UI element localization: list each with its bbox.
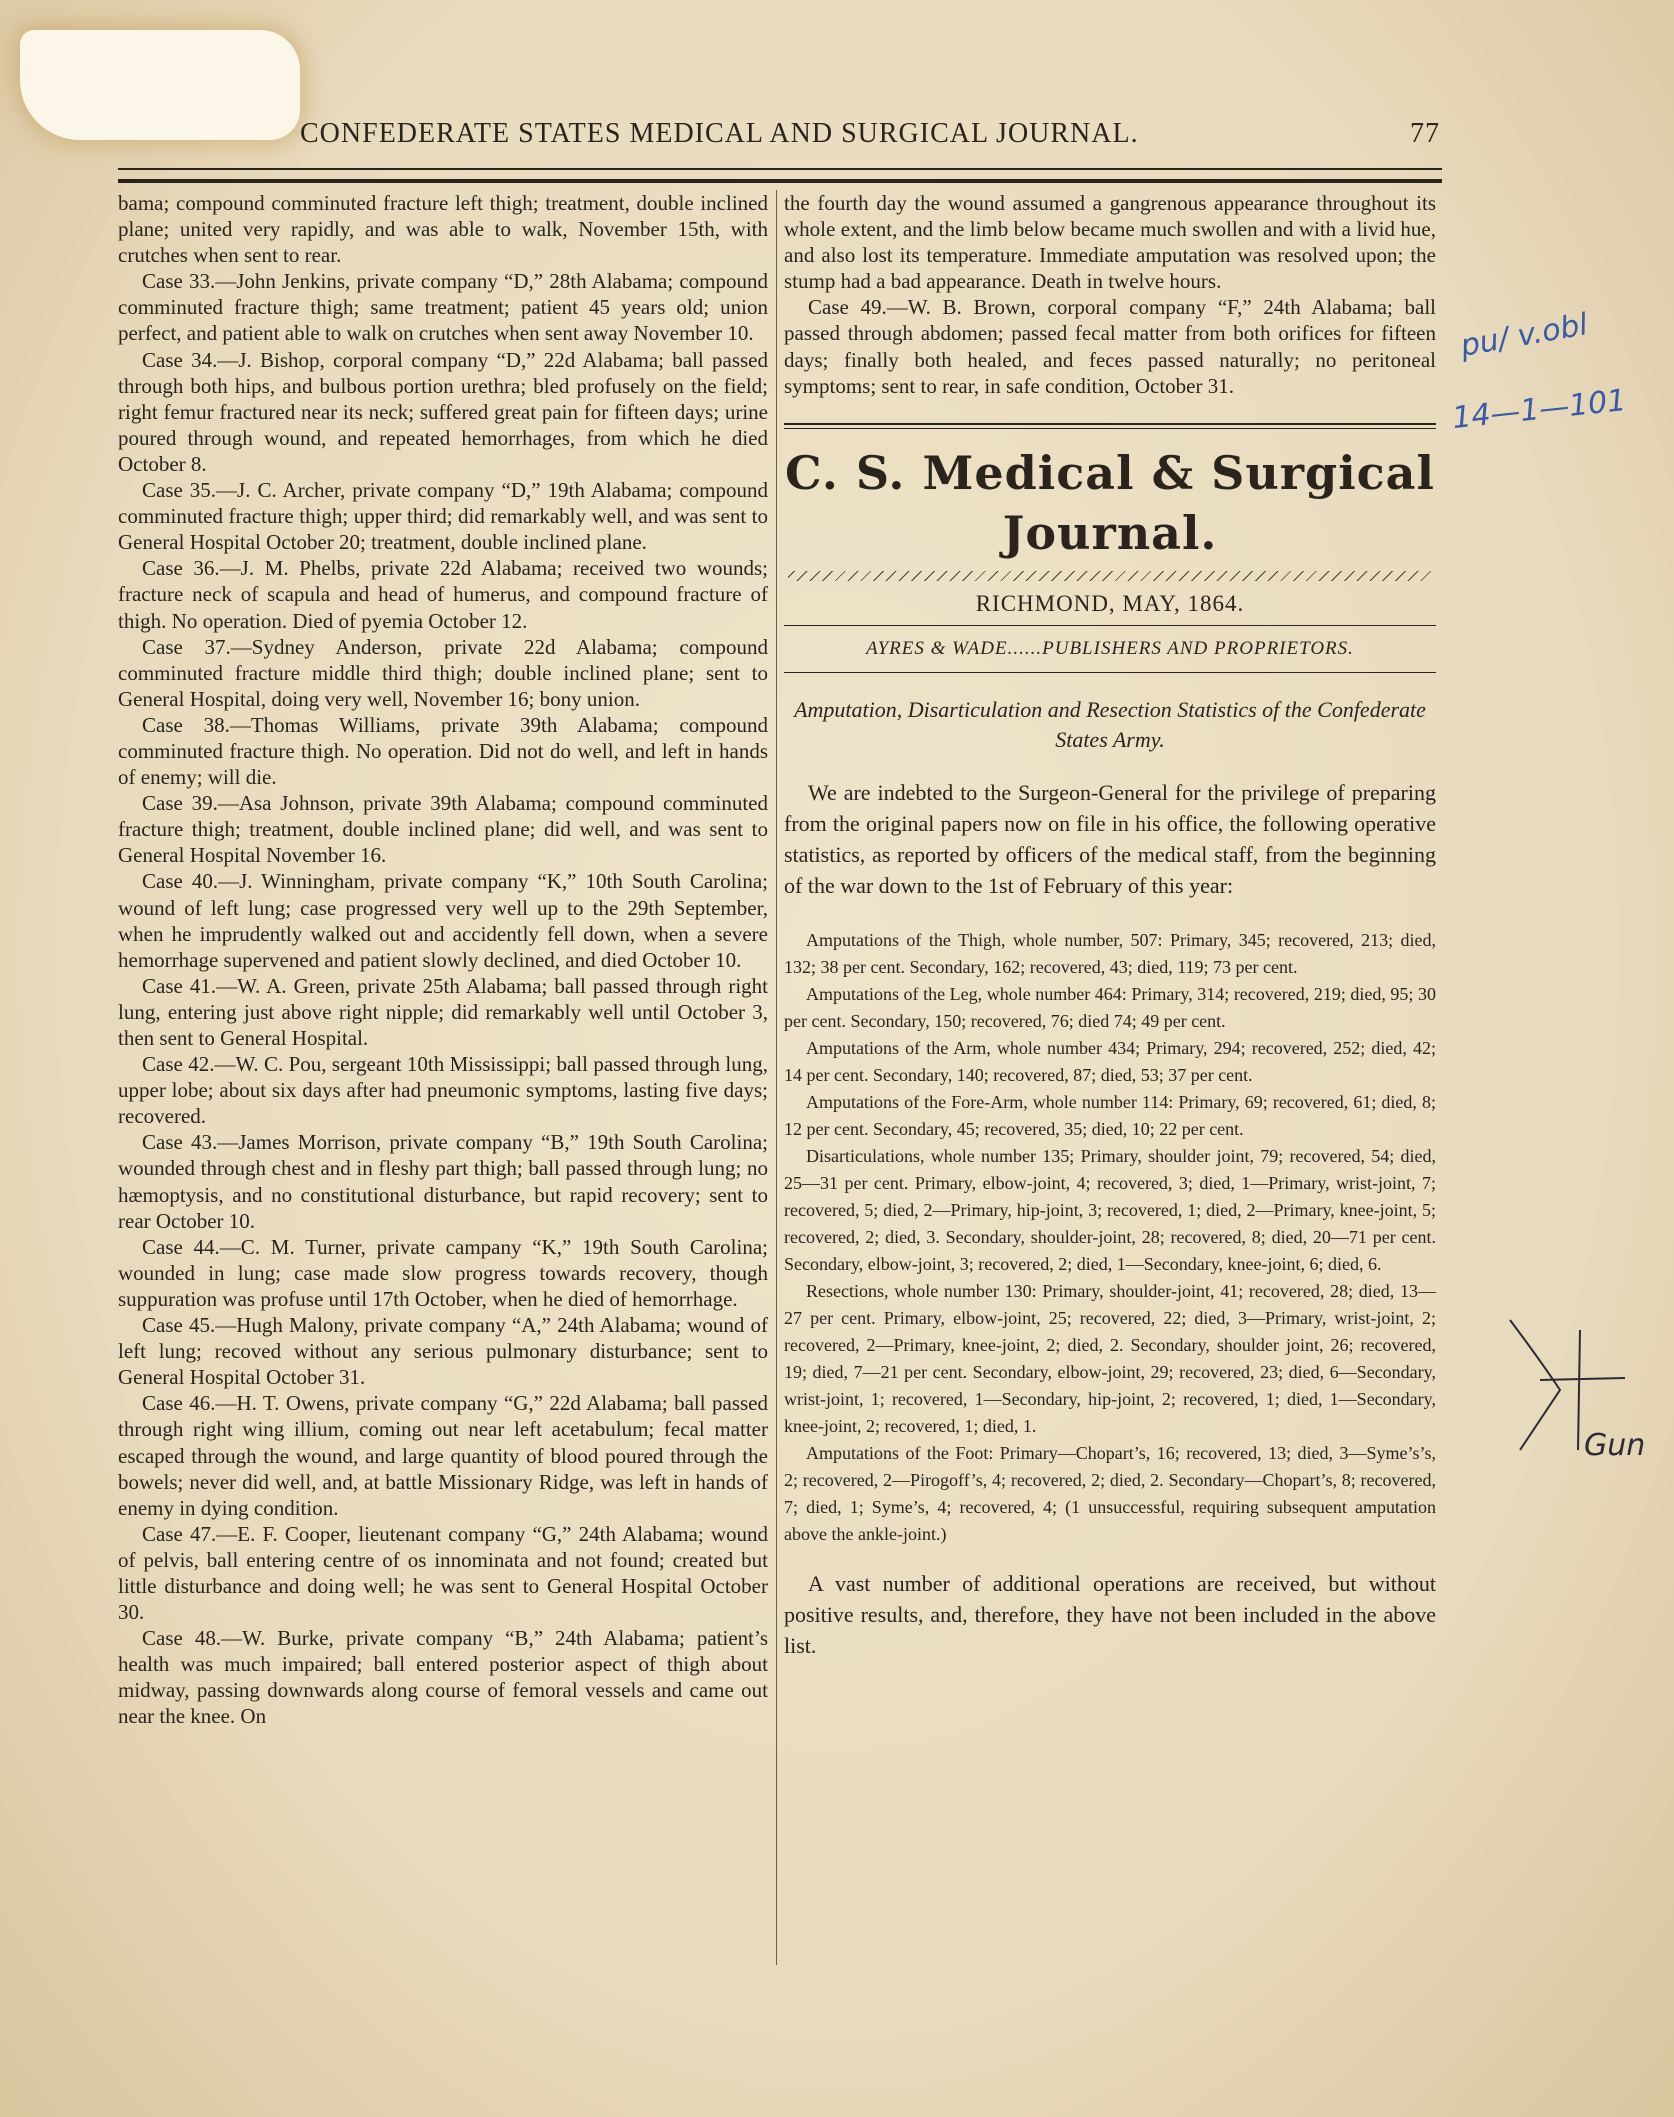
case-33: Case 33.—John Jenkins, private company “D,” 28th Alabama; compound comminuted fracture thigh; same treatment; patient 45 years old; union perfect, and patient able to walk on crutches when sent away November 10. (118, 269, 768, 346)
stat-forearm: Amputations of the Fore-Arm, whole number 114: Primary, 69; recovered, 61; died, 8; 12 per cent. Secondary, 45; recovered, 35; died, 10; 22 per cent. (784, 1091, 1436, 1139)
page-number: 77 (1410, 118, 1440, 149)
stat-arm: Amputations of the Arm, whole number 434; Primary, 294; recovered, 252; died, 42; 14 per cent. Secondary, 140; recovered, 87; died, 53; 37 per cent. (784, 1037, 1436, 1085)
article-title: Amputation, Disarticulation and Resection Statistics of the Confederate States Army. (794, 696, 1426, 752)
stat-disarticulations: Disarticulations, whole number 135; Primary, shoulder joint, 79; recovered, 54; died, 25—31 per cent. Primary, elbow-joint, 4; recovered, 3; died, 1—Primary, wrist-joint, 7; recovered, 5; died, 2—Primary, hip-joint, 3; recovered, 1; died, 2—Primary, knee-joint, 5; recovered, 2; died, 3. Secondary, shoulder-joint, 28; recovered, 8; died, 20—71 per cent. Secondary, elbow-joint, 3; recovered, 2; died, 1—Secondary, knee-joint, 6; died, 6. (784, 1145, 1436, 1274)
stat-resections: Resections, whole number 130: Primary, shoulder-joint, 41; recovered, 28; died, 13—27 per cent. Primary, elbow-joint, 25; recovered, 22; died, 3—Primary, wrist-joint, 2; recovered, 2—Primary, knee-joint, 2; died, 2. Secondary, shoulder joint, 26; recovered, 19; died, 7—21 per cent. Secondary, elbow-joint, 29; recovered, 23; died, 6—Secondary, wrist-joint, 1; recovered, 1—Secondary, hip-joint, 2; recovered, 1; died, 1—Secondary, knee-joint, 2; recovered, 1; died, 1. (784, 1280, 1436, 1436)
case-44: Case 44.—C. M. Turner, private campany “K,” 19th South Carolina; wounded in lung; case made slow progress towards recovery, though suppuration was profuse until 17th October, when he died of hemorrhage. (118, 1234, 768, 1311)
case-36: Case 36.—J. M. Phelbs, private 22d Alabama; received two wounds; fracture neck of scapula and head of humerus, and compound fracture of thigh. No operation. Died of pyemia October 12. (118, 556, 768, 633)
case-45: Case 45.—Hugh Malony, private company “A,” 24th Alabama; wound of left lung; recoved without any serious pulmonary disturbance; sent to General Hospital October 31. (118, 1313, 768, 1390)
stat-leg: Amputations of the Leg, whole number 464: Primary, 314; recovered, 219; died, 95; 30 per cent. Secondary, 150; recovered, 76; died 74; 49 per cent. (784, 983, 1436, 1031)
article-intro (784, 777, 1436, 901)
case-34: Case 34.—J. Bishop, corporal company “D,” 22d Alabama; ball passed through both hips, and bulbous portion urethra; bled profusely on the field; right femur fractured near its neck; suffered great pain for fifteen days; urine poured through wound, and repeated hemorrhages, from which he died October 8. (118, 347, 768, 476)
publishers-line: AYRES & WADE......PUBLISHERS AND PROPRIETORS. (866, 637, 1354, 659)
case-48: Case 48.—W. Burke, private company “B,” 24th Alabama; patient’s health was much impaired; ball entered posterior aspect of thigh about midway, passing downwards along course of femoral vessels and came out near the knee. On (118, 1626, 768, 1729)
case-42: Case 42.—W. C. Pou, sergeant 10th Mississippi; ball passed through lung, upper lobe; about six days after had pneumonic symptoms, lasting five days; recovered. (118, 1052, 768, 1129)
case-49: Case 49.—W. B. Brown, corporal company “F,” 24th Alabama; ball passed through abdomen; passed fecal matter from both orifices for fifteen days; finally both healed, and feces passed naturally; no peritoneal symptoms; sent to rear, in safe condition, October 31. (784, 295, 1436, 398)
paper-stain (20, 30, 300, 140)
divider (784, 625, 1436, 626)
case-40: Case 40.—J. Winningham, private company “K,” 10th South Carolina; wound of left lung; case progressed very well up to the 29th September, when he imprudently walked out and accidently fell down, when a severe hemorrhage supervened and patient slowly declined, and died October 10. (118, 869, 768, 972)
margin-note: 14—1—101 (1450, 382, 1628, 437)
masthead-title: C. S. Medical & Surgical Journal. (785, 445, 1435, 560)
case-47: Case 47.—E. F. Cooper, lieutenant company “G,” 24th Alabama; wound of pelvis, ball entering centre of os innominata and not found; created but little disturbance and doing well; he was sent to General Hospital October 30. (118, 1521, 768, 1625)
case-38: Case 38.—Thomas Williams, private 39th Alabama; compound comminuted fracture thigh. No operation. Did not do well, and left in hands of enemy; will die. (118, 712, 768, 790)
case-37: Case 37.—Sydney Anderson, private 22d Alabama; compound comminuted fracture middle third thigh; double inclined plane; sent to General Hospital, doing very well, November 16; bony union. (118, 634, 768, 711)
intro-paragraph: We are indebted to the Surgeon-General for the privilege of preparing from the original papers now on file in his office, the following operative statistics, as reported by officers of the medical staff, from the beginning of the war down to the 1st of February of this year: (784, 779, 1436, 898)
dateline: RICHMOND, MAY, 1864. (975, 590, 1245, 616)
masthead-rule (784, 423, 1436, 429)
stat-thigh: Amputations of the Thigh, whole number, 507: Primary, 345; recovered, 213; died, 132; 38 per cent. Secondary, 162; recovered, 43; died, 119; 73 per cent. (784, 929, 1436, 977)
divider (784, 672, 1436, 673)
closing-paragraph (784, 1568, 1436, 1661)
right-column (784, 190, 1436, 1661)
margin-note: pu/ v.obl (1457, 307, 1591, 364)
case-43: Case 43.—James Morrison, private company “B,” 19th South Carolina; wounded through chest and in fleshy part thigh; ball passed through lung; no hæmoptysis, and no constitutional disturbance, but rapid recovery; sent to rear October 10. (118, 1130, 768, 1233)
left-column (118, 190, 768, 1730)
case-35: Case 35.—J. C. Archer, private company “D,” 19th Alabama; compound comminuted fracture thigh; upper third; did remarkably well, and was sent to General Hospital October 20; treatment, double inclined plane. (118, 478, 768, 555)
case-41: Case 41.—W. A. Green, private 25th Alabama; ball passed through right lung, entering just above right nipple; did remarkably well until October 3, then sent to General Hospital. (118, 973, 768, 1050)
margin-note: Gun (1584, 1428, 1646, 1463)
closing-text: A vast number of additional operations are received, but without positive results, and, therefore, they have not been included in the above list. (784, 1570, 1436, 1658)
case-46: Case 46.—H. T. Owens, private company “G,” 22d Alabama; ball passed through right wing illium, coming out near left acetabulum; fecal matter escaped through the wound, and large quantity of blood poured through the bowels; never did well, and, at battle Missionary Ridge, was left in hands of enemy in dying condition. (118, 1391, 768, 1520)
paragraph: the fourth day the wound assumed a gangrenous appearance throughout its whole extent, and the limb below became much swollen and with a livid hue, and also lost its temperature. Immediate amputation was resolved upon; the stump had a bad appearance. Death in twelve hours. (784, 191, 1436, 294)
paragraph: bama; compound comminuted fracture left thigh; treatment, double inclined plane; united very rapidly, and was able to walk, November 15th, with crutches when sent to rear. (118, 191, 768, 268)
stat-foot: Amputations of the Foot: Primary—Chopart’s, 16; recovered, 13; died, 3—Syme’s’s, 2; recovered, 2—Pirogoff’s, 4; recovered, 2; died, 2. Secondary—Chopart’s, 8; recovered, 7; died, 1; Syme’s, 4; recovered, 4; (1 unsuccessful, requiring subsequent amputation above the ankle-joint.) (784, 1442, 1436, 1544)
case-39: Case 39.—Asa Johnson, private 39th Alabama; compound comminuted fracture thigh; treatment, double inclined plane; did well, and was sent to General Hospital November 16. (118, 791, 768, 868)
statistics-list (784, 927, 1436, 1548)
ornamental-rule (788, 571, 1432, 581)
header-rule (118, 168, 1442, 183)
journal-title: CONFEDERATE STATES MEDICAL AND SURGICAL JOURNAL. (300, 118, 1139, 149)
column-divider (776, 190, 777, 1965)
